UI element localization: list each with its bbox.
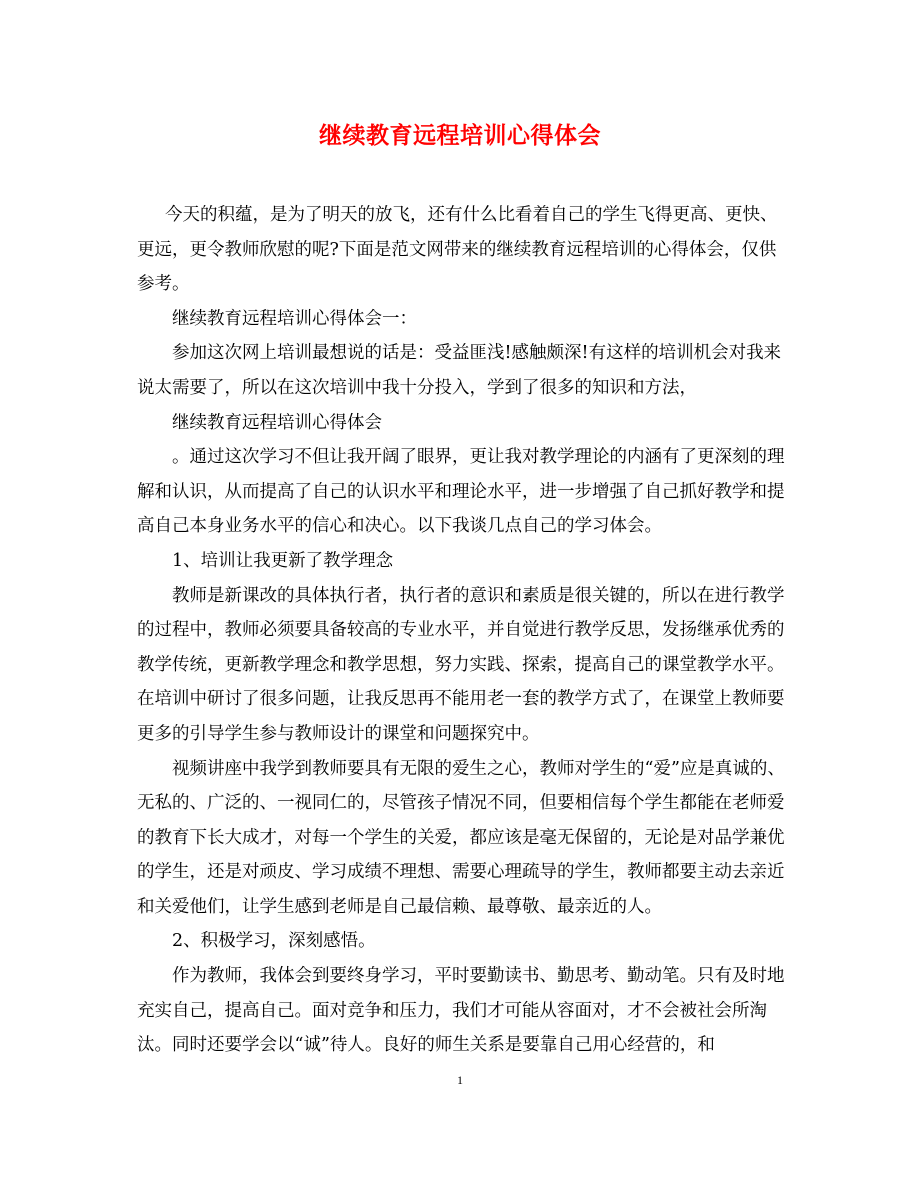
paragraph: 教师是新课改的具体执行者，执行者的意识和素质是很关键的，所以在进行教学的过程中，教师必须要具备较高的专业水平，并自觉进行教学反思，发扬继承优秀的教学传统，更新教学理念和教学思想，努力实践、探索，提高自己的课堂教学水平。在培训中研讨了很多问题，让我反思再不能用老一套的教学方式了，在课堂上教师要更多的引导学生参与教师设计的课堂和问题探究中。 — [137, 585, 785, 744]
numbered-heading-2: 2、积极学习，深刻感悟。 — [172, 931, 376, 952]
paragraph: 视频讲座中我学到教师要具有无限的爱生之心，教师对学生的“爱”应是真诚的、无私的、广泛的、一视同仁的，尽管孩子情况不同，但要相信每个学生都能在老师爱的教育下长大成才，对每一个学生的关爱，都应该是毫无保留的，无论是对品学兼优的学生，还是对顽皮、学习成绩不理想、需要心理疏导的学生，教师都要主动去亲近和关爱他们，让学生感到老师是自己最信赖、最尊敬、最亲近的人。 — [137, 758, 785, 917]
section-heading-one: 继续教育远程培训心得体会一： — [172, 308, 417, 329]
document-title: 继续教育远程培训心得体会 — [319, 122, 601, 149]
section-heading: 继续教育远程培训心得体会 — [172, 412, 382, 433]
intro-paragraph: 今天的积蕴，是为了明天的放飞，还有什么比看着自己的学生飞得更高、更快、更远，更令教师欣慰的呢?下面是范文网带来的继续教育远程培训的心得体会，仅供参考。 — [137, 205, 778, 295]
numbered-heading-1: 1、培训让我更新了教学理念 — [172, 550, 394, 571]
document-body — [137, 198, 789, 1063]
paragraph: 作为教师，我体会到要终身学习，平时要勤读书、勤思考、勤动笔。只有及时地充实自己，提高自己。面对竞争和压力，我们才可能从容面对，才不会被社会所淘汰。同时还要学会以“诚”待人。良好的师生关系是要靠自己用心经营的，和 — [137, 966, 785, 1056]
paragraph: 。通过这次学习不但让我开阔了眼界，更让我对教学理论的内涵有了更深刻的理解和认识，从而提高了自己的认识水平和理论水平，进一步增强了自己抓好教学和提高自己本身业务水平的信心和决心。以下我谈几点自己的学习体会。 — [137, 447, 785, 537]
page-number: 1 — [457, 1073, 463, 1087]
paragraph: 参加这次网上培训最想说的话是：受益匪浅!感触颇深!有这样的培训机会对我来说太需要了，所以在这次培训中我十分投入，学到了很多的知识和方法， — [137, 343, 782, 398]
